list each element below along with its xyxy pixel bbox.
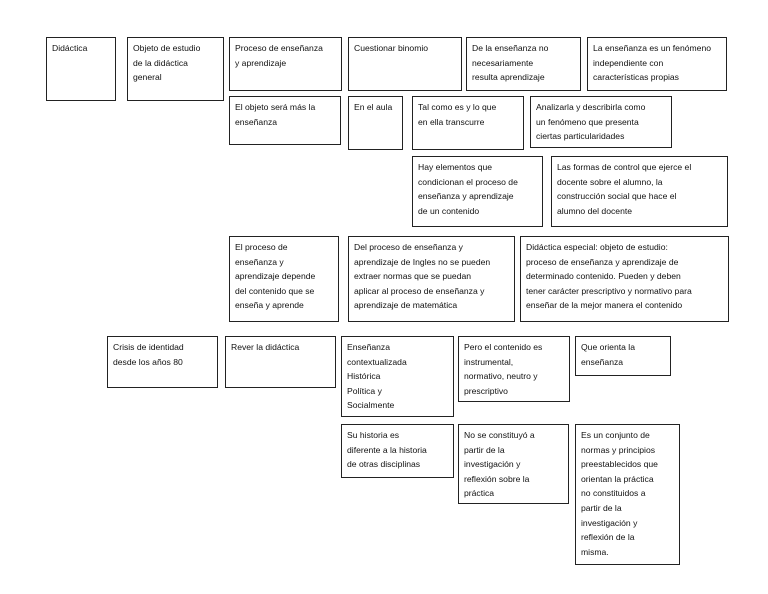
box-rever-didactica: Rever la didáctica xyxy=(225,336,336,388)
box-crisis-identidad: Crisis de identidad desde los años 80 xyxy=(107,336,218,388)
box-que-orienta: Que orienta la enseñanza xyxy=(575,336,671,376)
box-ingles-matematica: Del proceso de enseñanza y aprendizaje de Ingles no se pueden extraer normas que se puedan aplicar al proceso de enseñanza y aprendizaje de matemática xyxy=(348,236,515,322)
box-didactica-especial: Didáctica especial: objeto de estudio: proceso de enseñanza y aprendizaje de determinado contenido. Pueden y deben tener carácter prescriptivo y normativo para enseñar de la mejor manera el contenido xyxy=(520,236,729,322)
box-no-se-constituyo: No se constituyó a partir de la investigación y reflexión sobre la práctica xyxy=(458,424,569,504)
box-proceso-ensenanza: Proceso de enseñanza y aprendizaje xyxy=(229,37,342,91)
box-depende-contenido: El proceso de enseñanza y aprendizaje depende del contenido que se enseña y aprende xyxy=(229,236,339,322)
box-formas-control: Las formas de control que ejerce el docente sobre el alumno, la construcción social que hace el alumno del docente xyxy=(551,156,728,227)
box-tal-como-es: Tal como es y lo que en ella transcurre xyxy=(412,96,524,150)
box-elementos-condicionan: Hay elementos que condicionan el proceso de enseñanza y aprendizaje de un contenido xyxy=(412,156,543,227)
box-fenomeno-independiente: La enseñanza es un fenómeno independiente con características propias xyxy=(587,37,727,91)
box-objeto-mas-ensenanza: El objeto será más la enseñanza xyxy=(229,96,341,145)
box-objeto-estudio: Objeto de estudio de la didáctica general xyxy=(127,37,224,101)
box-analizarla: Analizarla y describirla como un fenómeno que presenta ciertas particularidades xyxy=(530,96,672,148)
box-didactica: Didáctica xyxy=(46,37,116,101)
box-cuestionar-binomio: Cuestionar binomio xyxy=(348,37,462,91)
box-su-historia: Su historia es diferente a la historia de otras disciplinas xyxy=(341,424,454,478)
box-en-el-aula: En el aula xyxy=(348,96,403,150)
box-ensenanza-contextualizada: Enseñanza contextualizada Histórica Política y Socialmente xyxy=(341,336,454,417)
box-conjunto-normas: Es un conjunto de normas y principios preestablecidos que orientan la práctica no constituidos a partir de la investigación y reflexión de la misma. xyxy=(575,424,680,565)
box-no-resulta-aprendizaje: De la enseñanza no necesariamente resulta aprendizaje xyxy=(466,37,581,91)
box-pero-contenido: Pero el contenido es instrumental, normativo, neutro y prescriptivo xyxy=(458,336,570,402)
